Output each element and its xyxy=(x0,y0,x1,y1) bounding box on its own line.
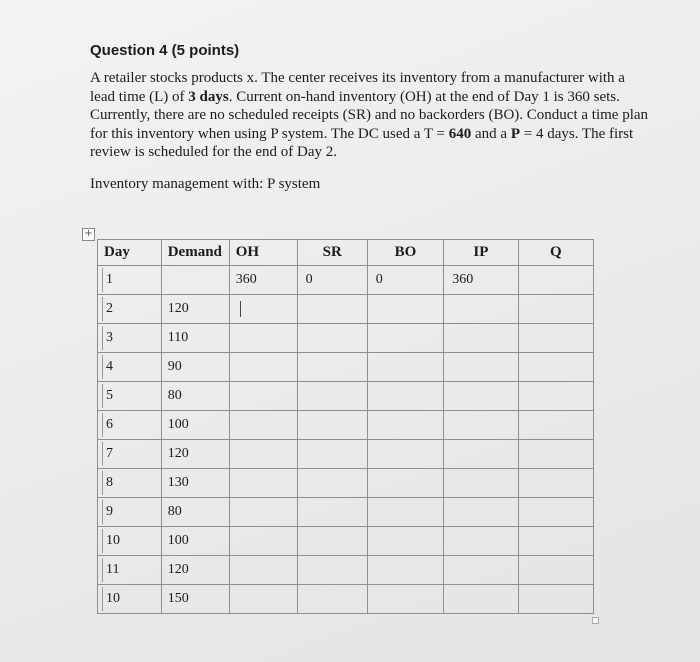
cell-ip[interactable] xyxy=(444,324,518,353)
day-value: 3 xyxy=(102,326,159,350)
cell-ip[interactable] xyxy=(444,498,518,527)
cell-day[interactable] xyxy=(98,324,162,353)
cell-ip[interactable]: 360 xyxy=(444,266,518,295)
cell-day[interactable] xyxy=(98,353,162,382)
review-period-label: P xyxy=(510,125,520,142)
cell-sr[interactable] xyxy=(297,585,367,614)
cell-demand[interactable]: 110 xyxy=(161,324,229,353)
header-demand: Demand xyxy=(161,240,229,266)
cell-day[interactable] xyxy=(98,440,162,469)
cell-demand[interactable]: 80 xyxy=(161,498,229,527)
cell-q[interactable] xyxy=(518,556,593,585)
table-row xyxy=(98,353,594,382)
question-text-part: and a xyxy=(471,125,511,142)
header-ip: IP xyxy=(444,240,518,266)
cell-oh[interactable] xyxy=(229,556,297,585)
cell-q[interactable] xyxy=(518,266,593,295)
cell-oh[interactable] xyxy=(229,382,297,411)
cell-ip[interactable] xyxy=(444,527,518,556)
equals-sign: = xyxy=(432,125,449,142)
cell-bo[interactable] xyxy=(367,556,443,585)
table-row xyxy=(98,411,594,440)
cell-sr[interactable] xyxy=(297,440,367,469)
day-value: 10 xyxy=(102,529,159,553)
cell-sr[interactable] xyxy=(297,411,367,440)
cell-oh[interactable] xyxy=(229,440,297,469)
header-oh: OH xyxy=(229,240,297,266)
day-value: 4 xyxy=(102,355,159,379)
cell-q[interactable] xyxy=(518,585,593,614)
cell-q[interactable] xyxy=(518,324,593,353)
day-value: 6 xyxy=(102,413,159,437)
day-value: 2 xyxy=(102,297,159,321)
cell-bo[interactable] xyxy=(367,411,443,440)
question-text-part: A retailer stocks products x. The center receives its inventory from a manufacturer with a lead time (L) of xyxy=(90,70,625,105)
cell-q[interactable] xyxy=(518,440,593,469)
question-block xyxy=(90,42,650,193)
cell-sr[interactable] xyxy=(297,469,367,498)
table-row xyxy=(98,324,594,353)
cell-bo[interactable]: 0 xyxy=(367,266,443,295)
question-text-part: days. The first review is scheduled for the end of Day 2. xyxy=(90,125,634,160)
cell-sr[interactable] xyxy=(297,527,367,556)
cell-bo[interactable] xyxy=(367,353,443,382)
day-value: 7 xyxy=(102,442,159,466)
cell-oh[interactable]: 360 xyxy=(229,266,297,295)
question-text xyxy=(90,69,650,162)
cell-ip[interactable] xyxy=(444,353,518,382)
cell-demand[interactable] xyxy=(161,266,229,295)
day-value: 10 xyxy=(102,587,159,611)
cell-ip[interactable] xyxy=(444,469,518,498)
cell-q[interactable] xyxy=(518,527,593,556)
cell-ip[interactable] xyxy=(444,411,518,440)
cell-q[interactable] xyxy=(518,382,593,411)
cell-sr[interactable] xyxy=(297,556,367,585)
target-value: 640 xyxy=(448,125,472,142)
cell-day[interactable] xyxy=(98,382,162,411)
question-text-part: . Current on-hand inventory (OH) at the end of Day 1 is 360 sets. Currently, there are no scheduled receipts (SR) and no backorders (BO). Conduct a time plan for this inventory when using P system. The DC used a T xyxy=(90,88,649,142)
question-subtitle: Inventory management with: P system xyxy=(90,175,321,192)
cell-demand[interactable]: 90 xyxy=(161,353,229,382)
cell-sr[interactable] xyxy=(297,498,367,527)
header-day: Day xyxy=(98,240,162,266)
inventory-plan-table xyxy=(97,239,594,614)
day-value: 11 xyxy=(102,558,159,582)
cell-ip[interactable] xyxy=(444,295,518,324)
day-value: 1 xyxy=(102,268,159,292)
cell-sr[interactable] xyxy=(297,382,367,411)
cell-oh[interactable] xyxy=(229,411,297,440)
cell-bo[interactable] xyxy=(367,498,443,527)
cell-day[interactable] xyxy=(98,498,162,527)
table-row xyxy=(98,440,594,469)
cell-bo[interactable] xyxy=(367,469,443,498)
table-row xyxy=(98,469,594,498)
cell-demand[interactable]: 120 xyxy=(161,295,229,324)
cell-ip[interactable] xyxy=(444,585,518,614)
cell-day[interactable] xyxy=(98,556,162,585)
table-header-row xyxy=(98,240,594,266)
table-row xyxy=(98,498,594,527)
cell-q[interactable] xyxy=(518,469,593,498)
day-value: 8 xyxy=(102,471,159,495)
table-row xyxy=(98,556,594,585)
cell-sr[interactable] xyxy=(297,295,367,324)
cell-oh[interactable] xyxy=(229,469,297,498)
cell-oh[interactable] xyxy=(229,527,297,556)
table-row xyxy=(98,295,594,324)
table-row xyxy=(98,382,594,411)
cell-day[interactable] xyxy=(98,469,162,498)
cell-day[interactable] xyxy=(98,411,162,440)
cell-q[interactable] xyxy=(518,498,593,527)
header-bo: BO xyxy=(367,240,443,266)
day-value: 9 xyxy=(102,500,159,524)
table-add-handle-icon[interactable]: + xyxy=(82,228,95,241)
cell-ip[interactable] xyxy=(444,556,518,585)
cell-oh[interactable] xyxy=(229,295,297,324)
cell-sr[interactable] xyxy=(297,324,367,353)
table-row xyxy=(98,527,594,556)
cell-demand[interactable]: 130 xyxy=(161,469,229,498)
table-row xyxy=(98,585,594,614)
cell-sr[interactable] xyxy=(297,353,367,382)
cell-bo[interactable] xyxy=(367,440,443,469)
question-title: Question 4 (5 points) xyxy=(90,42,240,59)
cell-day[interactable] xyxy=(98,585,162,614)
cell-demand[interactable]: 100 xyxy=(161,411,229,440)
cell-day[interactable] xyxy=(98,266,162,295)
cell-bo[interactable] xyxy=(367,324,443,353)
cell-ip[interactable] xyxy=(444,440,518,469)
cell-demand[interactable]: 150 xyxy=(161,585,229,614)
cell-bo[interactable] xyxy=(367,585,443,614)
cell-q[interactable] xyxy=(518,353,593,382)
equals-sign: = xyxy=(519,125,536,142)
cell-q[interactable] xyxy=(518,295,593,324)
cell-oh[interactable] xyxy=(229,585,297,614)
cell-day[interactable] xyxy=(98,295,162,324)
cell-demand[interactable]: 80 xyxy=(161,382,229,411)
cell-demand[interactable]: 100 xyxy=(161,527,229,556)
cell-sr[interactable]: 0 xyxy=(297,266,367,295)
table-resize-handle[interactable] xyxy=(592,617,599,624)
table-row xyxy=(98,266,594,295)
cell-bo[interactable] xyxy=(367,295,443,324)
review-period-value: 4 xyxy=(535,125,544,142)
cell-day[interactable] xyxy=(98,527,162,556)
text-cursor xyxy=(240,301,241,317)
cell-oh[interactable] xyxy=(229,353,297,382)
header-sr: SR xyxy=(297,240,367,266)
lead-time-value: 3 days xyxy=(188,88,229,105)
cell-ip[interactable] xyxy=(444,382,518,411)
header-q: Q xyxy=(518,240,593,266)
cell-demand[interactable]: 120 xyxy=(161,556,229,585)
day-value: 5 xyxy=(102,384,159,408)
cell-oh[interactable] xyxy=(229,498,297,527)
cell-q[interactable] xyxy=(518,411,593,440)
cell-bo[interactable] xyxy=(367,382,443,411)
cell-oh[interactable] xyxy=(229,324,297,353)
cell-bo[interactable] xyxy=(367,527,443,556)
cell-demand[interactable]: 120 xyxy=(161,440,229,469)
